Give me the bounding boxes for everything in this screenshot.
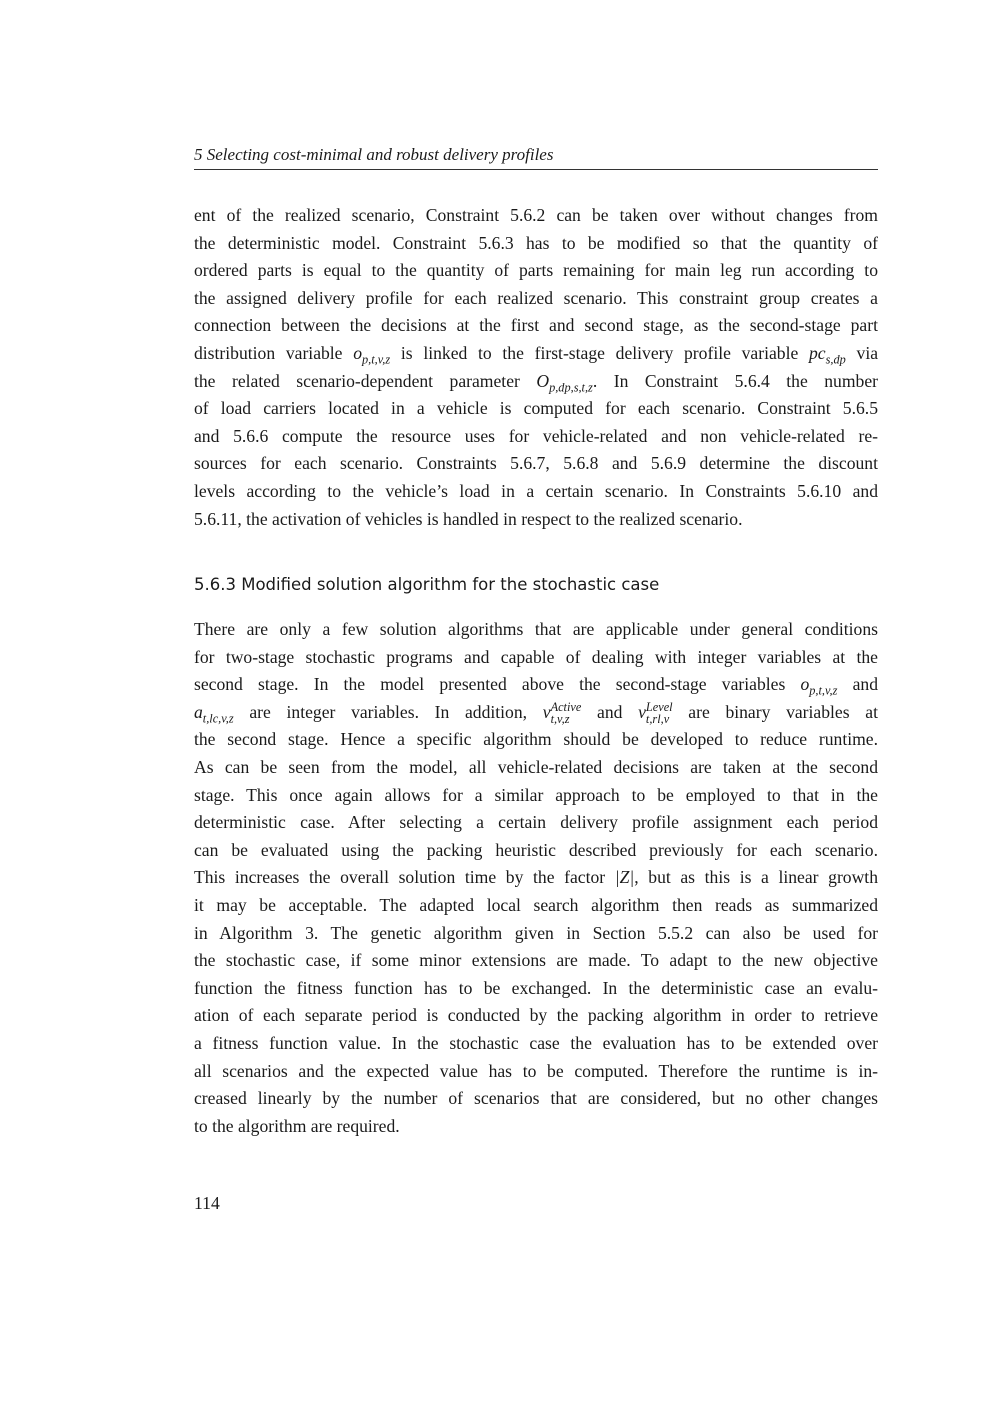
text-line: in Algorithm 3. The genetic algorithm given in Section 5.5.2 can also be used for bbox=[194, 922, 878, 943]
math-v-level: v Level t,rl,v bbox=[638, 700, 673, 727]
paragraph-algorithm bbox=[194, 616, 878, 1140]
text-line: the assigned delivery profile for each realized scenario. This constraint group creates a bbox=[194, 287, 878, 308]
text-fragment: via bbox=[856, 342, 879, 363]
text-line: the second stage. Hence a specific algorithm should be developed to reduce runtime. bbox=[194, 729, 878, 750]
text-fragment: is linked to the first-stage delivery profile variable bbox=[400, 342, 799, 363]
paragraph-constraints bbox=[194, 202, 878, 533]
text-line: it may be acceptable. The adapted local search algorithm then reads as summarized bbox=[194, 894, 878, 915]
text-line: the deterministic model. Constraint 5.6.3 has to be modified so that the quantity of bbox=[194, 232, 878, 253]
text-fragment: second stage. In the model presented above the second-stage variables bbox=[194, 674, 786, 695]
text-line: ordered parts is equal to the quantity of parts remaining for main leg run according to bbox=[194, 260, 878, 281]
math-o-ptvz: $o_{p,t,v,z}$ bbox=[800, 674, 838, 698]
math-O-pdpstz: $O_{p,dp,s,t,z}$ bbox=[536, 370, 593, 394]
text-line: connection between the decisions at the first and second stage, as the second-stage part bbox=[194, 315, 878, 336]
text-fragment: are integer variables. In addition, bbox=[249, 701, 528, 722]
math-a-tlcvz: $a_{t,lc,v,z}$ bbox=[194, 701, 234, 726]
text-line: ent of the realized scenario, Constraint 5.6.2 can be taken over without changes from bbox=[194, 205, 878, 225]
text-fragment: and bbox=[597, 701, 623, 722]
math-abs-Z: |Z| bbox=[614, 867, 635, 888]
text-line bbox=[194, 368, 878, 396]
text-line: to the algorithm are required. bbox=[194, 1115, 400, 1136]
text-line: levels according to the vehicle’s load in a certain scenario. In Constraints 5.6.10 and bbox=[194, 480, 878, 501]
running-header bbox=[194, 143, 878, 170]
text-line: of load carriers located in a vehicle is computed for each scenario. Constraint 5.6.5 bbox=[194, 398, 878, 419]
running-title: 5 Selecting cost-minimal and robust delivery profiles bbox=[194, 145, 554, 164]
text-line: 5.6.11, the activation of vehicles is handled in respect to the realized scenario. bbox=[194, 508, 743, 529]
text-fragment: and bbox=[852, 674, 878, 695]
section-heading: 5.6.3 Modified solution algorithm for the stochastic case bbox=[194, 575, 660, 594]
text-line: can be evaluated using the packing heuristic described previously for each scenario. bbox=[194, 839, 878, 860]
text-line: function the fitness function has to be exchanged. In the deterministic case an evalu- bbox=[194, 977, 878, 998]
text-fragment: distribution variable bbox=[194, 342, 343, 363]
text-line: sources for each scenario. Constraints 5.6.7, 5.6.8 and 5.6.9 determine the discount bbox=[194, 453, 878, 474]
text-line: As can be seen from the model, all vehicle-related decisions are taken at the second bbox=[194, 756, 878, 777]
text-fragment: , but as this is a linear growth bbox=[634, 867, 878, 888]
text-line: and 5.6.6 compute the resource uses for vehicle-related and non vehicle-related re- bbox=[194, 425, 878, 446]
page-number: 114 bbox=[194, 1193, 220, 1213]
text-fragment: . In Constraint 5.6.4 the number bbox=[592, 370, 878, 391]
text-fragment: are binary variables at bbox=[688, 701, 878, 722]
text-line bbox=[194, 340, 878, 368]
text-line: There are only a few solution algorithms that are applicable under general conditions bbox=[194, 619, 878, 639]
text-fragment: the related scenario-dependent parameter bbox=[194, 370, 520, 391]
math-pc-sdp: $pc_{s,dp}$ bbox=[809, 342, 846, 367]
math-o-ptvz: $o_{p,t,v,z}$ bbox=[353, 342, 391, 367]
text-line: creased linearly by the number of scenarios that are considered, but no other changes bbox=[194, 1088, 878, 1109]
text-line: a fitness function value. In the stochastic case the evaluation has to be extended over bbox=[194, 1032, 878, 1053]
text-line bbox=[194, 671, 878, 699]
text-line: the stochastic case, if some minor extensions are made. To adapt to the new objective bbox=[194, 950, 878, 971]
text-line bbox=[194, 699, 878, 727]
text-line: ation of each separate period is conducted by the packing algorithm in order to retrieve bbox=[194, 1005, 878, 1026]
text-line: deterministic case. After selecting a certain delivery profile assignment each period bbox=[194, 812, 878, 833]
text-fragment: This increases the overall solution time by the factor bbox=[194, 867, 606, 888]
math-v-active: v Active t,v,z bbox=[542, 700, 582, 727]
text-line: for two-stage stochastic programs and capable of dealing with integer variables at the bbox=[194, 646, 878, 667]
text-line: all scenarios and the expected value has to be computed. Therefore the runtime is in- bbox=[194, 1060, 878, 1081]
text-line: stage. This once again allows for a similar approach to be employed to that in the bbox=[194, 784, 878, 805]
text-line bbox=[194, 864, 878, 892]
